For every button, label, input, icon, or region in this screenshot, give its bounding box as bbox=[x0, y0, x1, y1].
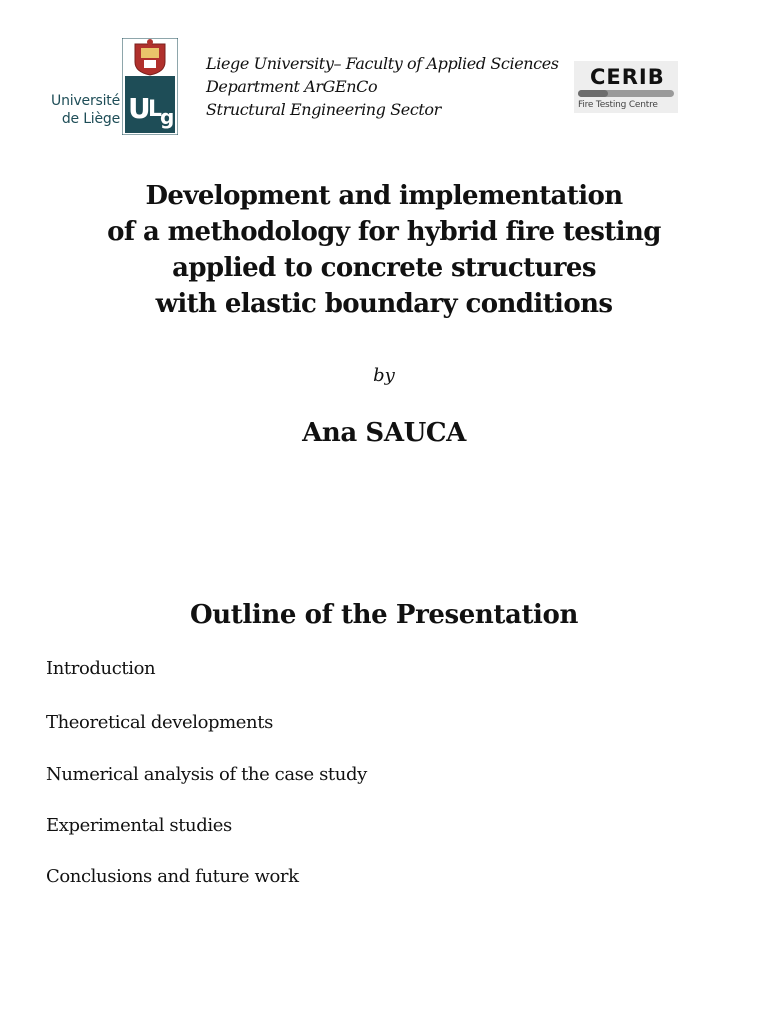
title-line: of a methodology for hybrid fire testing bbox=[107, 217, 661, 247]
svg-text:U: U bbox=[128, 92, 151, 125]
svg-text:L: L bbox=[148, 97, 163, 122]
university-name-line2: de Liège bbox=[61, 111, 120, 127]
outline-item-theoretical-developments: Theoretical developments bbox=[46, 712, 273, 733]
outline-item-introduction: Introduction bbox=[46, 658, 156, 679]
ulg-crest-icon bbox=[122, 38, 178, 135]
cerib-tagline: Fire Testing Centre bbox=[578, 100, 658, 110]
university-of-liege-logo bbox=[36, 38, 181, 136]
affiliation-line-sector: Structural Engineering Sector bbox=[206, 100, 441, 119]
affiliation-line-department: Department ArGEnCo bbox=[206, 77, 378, 96]
title-line: with elastic boundary conditions bbox=[155, 289, 613, 319]
outline-item-numerical-analysis: Numerical analysis of the case study bbox=[46, 764, 367, 785]
by-label: by bbox=[373, 365, 395, 386]
university-name-line1: Université bbox=[51, 93, 120, 109]
university-name bbox=[36, 92, 120, 128]
outline-item-experimental-studies: Experimental studies bbox=[46, 815, 232, 836]
cerib-bar-icon bbox=[578, 90, 674, 97]
author-name: Ana SAUCA bbox=[302, 418, 466, 448]
title-line: Development and implementation bbox=[145, 181, 623, 211]
svg-text:g: g bbox=[160, 105, 175, 129]
title-line: applied to concrete structures bbox=[172, 253, 596, 283]
cerib-name: CERIB bbox=[590, 65, 665, 89]
affiliation-block bbox=[206, 52, 574, 121]
outline-heading: Outline of the Presentation bbox=[190, 600, 578, 630]
affiliation-line-university: Liege University– Faculty of Applied Sciences bbox=[206, 54, 559, 73]
presentation-title bbox=[0, 178, 768, 322]
cerib-logo bbox=[574, 61, 678, 113]
outline-item-conclusions: Conclusions and future work bbox=[46, 866, 299, 887]
